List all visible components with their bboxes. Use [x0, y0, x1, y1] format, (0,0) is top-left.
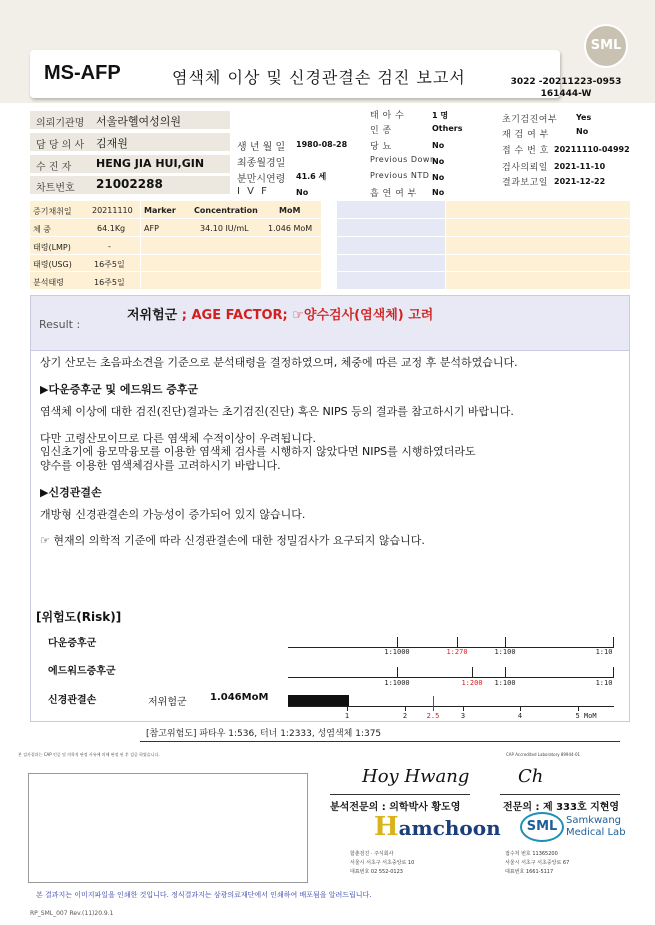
institution-label: 의뢰기관명 [36, 118, 85, 129]
ntd-tick [578, 706, 579, 711]
prev-down-value: No [432, 157, 445, 166]
paragraph-age-3: 양수를 이용한 염색체검사를 고려하시기 바랍니다. [40, 459, 281, 472]
ntd-tick-label: 1 [344, 712, 350, 720]
first-value: Yes [576, 113, 592, 122]
doctor-label: 담 당 의 사 [36, 140, 85, 151]
first-label: 초기검진여부 [502, 115, 558, 125]
samkwang-name-line: Samkwang [566, 815, 621, 826]
ntd-tick [405, 706, 406, 711]
paragraph-ntd-1: 개방형 신경관결손의 가능성이 증가되어 있지 않습니다. [40, 508, 306, 521]
paragraph-analysis: 상기 산모는 초음파소견을 기준으로 분석태령을 결정하였으며, 체중에 따른 교정 후 분석하였습니다. [40, 356, 518, 369]
age-label: 분만시연령 [237, 174, 286, 185]
diabetes-value: No [432, 141, 445, 150]
examinee-label: 수 진 자 [36, 162, 72, 173]
prev-ntd-label: Previous NTD [370, 171, 430, 180]
sml-logo: SML [584, 24, 628, 68]
paragraph-ntd-2: ☞ 현재의 의학적 기준에 따라 신경관결손에 대한 정밀검사가 요구되지 않습니다. [40, 534, 425, 547]
grid-row-value: 16주5일 [94, 260, 125, 269]
report-value: 2021-12-22 [554, 177, 606, 186]
edwards-tick-label: 1:1000 [384, 679, 410, 687]
down-tick [613, 637, 614, 647]
hamchoon-address-line: 함춘검진 · 주식회사 [350, 851, 394, 857]
ntd-tick-label: 2.5 [426, 712, 440, 720]
ntd-tick-label: 5 MoM [575, 712, 597, 720]
report-label: 결과보고일 [502, 178, 548, 188]
ntd-risk-value: 1.046MoM [210, 692, 269, 703]
grid-blue-block [337, 201, 445, 289]
grid-divider-3 [30, 254, 630, 255]
grid-row-label: 태령(LMP) [33, 243, 71, 252]
ntd-tick-label: 2 [402, 712, 408, 720]
marker-header: Marker [144, 206, 176, 215]
print-notice: 본 결과지는 이미지파일을 인쇄한 것입니다. 정식결과지는 삼광의료재단에서 인쇄하여 배포됨을 알려드립니다. [36, 891, 372, 899]
diabetes-label: 당 뇨 [370, 142, 392, 152]
concentration-header: Concentration [194, 206, 258, 215]
retest-label: 재 검 여 부 [502, 130, 549, 140]
reference-risk: [참고위험도] 파타우 1:536, 터너 1:2333, 성염색체 1:375 [146, 729, 382, 739]
result-class: 저위험군 [127, 308, 178, 323]
samkwang-address-line: 접수처 번호 11365200 [505, 851, 558, 857]
result-suffix: 고려 [403, 308, 434, 323]
down-tick [457, 637, 458, 647]
grid-row-label: 증기채취일 [33, 207, 72, 216]
grid-row-value: 16주5일 [94, 278, 125, 287]
smoke-value: No [432, 188, 445, 197]
down-tick [397, 637, 398, 647]
request-label: 검사의뢰일 [502, 163, 548, 173]
race-label: 인 종 [370, 126, 392, 136]
samkwang-name-line: Medical Lab [566, 827, 626, 838]
down-tick-label: 1:10 [595, 648, 613, 656]
signature-line-right [500, 794, 620, 795]
ntd-risk-bar [288, 695, 349, 706]
down-tick-label: 1:270 [446, 648, 468, 656]
samkwang-address-line: 대표번호 1661-5117 [505, 869, 554, 875]
risk-bottom-rule [30, 721, 630, 722]
concentration-value: 34.10 IU/mL [200, 224, 249, 233]
edwards-tick [613, 667, 614, 677]
edwards-tick [505, 667, 506, 677]
grid-divider-1 [30, 218, 630, 219]
mom-value: 1.046 MoM [268, 224, 313, 233]
down-tick [505, 637, 506, 647]
samkwang-address [505, 850, 569, 877]
reference-underline [140, 741, 620, 742]
signature-line-left [330, 794, 470, 795]
grid-row-value: - [108, 242, 111, 251]
docno-line-1: 3022 -20211223-0953 [510, 77, 622, 87]
edwards-tick-label: 1:10 [595, 679, 613, 687]
paragraph-chromosome: 염색체 이상에 대한 검진(진단)결과는 초기검진(진단) 혹은 NIPS 등의 결과를 참고하시기 바랍니다. [40, 405, 514, 418]
institution-value: 서울라헬여성의원 [96, 115, 182, 128]
ntd-tick-label: 4 [517, 712, 523, 720]
samkwang-logo: SML [520, 812, 564, 842]
hamchoon-address [350, 850, 414, 877]
mom-header: MoM [279, 206, 301, 215]
lmp-label: 최종월경일 [237, 158, 286, 169]
prev-ntd-value: No [432, 173, 445, 182]
result-text [127, 304, 433, 323]
risk-title: [위험도(Risk)] [36, 610, 122, 624]
title-bar [30, 50, 560, 98]
signature-right: Ch [518, 766, 544, 787]
doctor-value: 김재원 [96, 137, 128, 150]
down-risk-label: 다운증후군 [48, 638, 97, 649]
birth-label: 생 년 월 일 [237, 142, 286, 153]
result-recommendation: ; AGE FACTOR; ☞양수검사(염색체) [177, 308, 404, 323]
examinee-value: HENG JIA HUI,GIN [96, 157, 205, 170]
docno-line-2: 161444-W [540, 89, 592, 99]
ntd-tick [347, 706, 348, 711]
grid-row-label: 체 중 [33, 225, 51, 234]
edwards-risk-axis [288, 677, 614, 678]
edwards-risk-label: 에드워드증후군 [48, 666, 116, 677]
ivf-label: I V F [237, 186, 269, 197]
ntd-tick [463, 706, 464, 711]
accession-label: 접 수 번 호 [502, 146, 549, 156]
smoke-label: 흡 연 여 부 [370, 189, 417, 199]
hamchoon-logo [374, 812, 501, 842]
memo-box [28, 773, 308, 883]
hamchoon-address-line: 서울시 서초구 서초중앙로 10 [350, 860, 415, 866]
samkwang-name [566, 815, 626, 839]
ntd-risk-axis [288, 706, 614, 707]
ivf-value: No [296, 188, 309, 197]
paragraph-age-1: 다만 고령산모이므로 다른 염색체 수적이상이 우려됩니다. [40, 432, 317, 445]
heading-down-edwards: ▶다운증후군 및 에드워드 증후군 [40, 383, 199, 396]
edwards-tick-label: 1:100 [494, 679, 516, 687]
retest-value: No [576, 127, 589, 136]
down-tick-label: 1:100 [494, 648, 516, 656]
specialist-signer: 전문의 : 제 333호 지현영 [503, 802, 620, 813]
hamchoon-initial: H [374, 812, 399, 842]
chart-label: 차트번호 [36, 183, 75, 194]
fetus-label: 태 아 수 [370, 111, 405, 121]
edwards-tick [397, 667, 398, 677]
ntd-risk-class: 저위험군 [148, 697, 187, 708]
accession-value: 20211110-04992 [554, 145, 630, 154]
ntd-risk-label: 신경관결손 [48, 695, 97, 706]
result-label: Result : [39, 318, 81, 331]
grid-row-label: 분석태령 [33, 278, 64, 287]
cap-footnote: 본 검사결과는 CAP 인증 및 의학적 판정 사유에 의해 판정 된 후 검증 하였습니다. [18, 752, 160, 757]
marker-value: AFP [144, 224, 159, 233]
report-title: 염색체 이상 및 신경관결손 검진 보고서 [172, 68, 466, 87]
paragraph-age-2: 임신초기에 융모막융모를 이용한 염색체 검사를 시행하지 않았다면 NIPS를 시행하였더라도 [40, 445, 476, 458]
document-number [506, 76, 626, 100]
signature-left: Hoy Hwang [362, 766, 470, 787]
grid-right-block [446, 201, 630, 289]
grid-row-value: 64.1Kg [97, 224, 126, 233]
grid-divider-2 [30, 236, 630, 237]
form-revision: RP_SML_007 Rev.(11)20.9.1 [30, 910, 114, 917]
report-code: MS-AFP [44, 62, 121, 84]
birth-value: 1980-08-28 [296, 140, 348, 149]
grid-divider-4 [30, 271, 630, 272]
prev-down-label: Previous Down [370, 155, 436, 164]
down-tick-label: 1:1000 [384, 648, 410, 656]
hamchoon-address-line: 대표번호 02 552-0123 [350, 869, 403, 875]
ntd-cutoff-tick [433, 696, 434, 711]
hamchoon-name: amchoon [398, 816, 501, 840]
request-value: 2021-11-10 [554, 162, 606, 171]
analyst-signer: 분석전문의 : 의학박사 황도영 [330, 802, 461, 813]
race-value: Others [432, 124, 463, 133]
cap-accreditation: CAP Accredited Laboratory 89944-01 [506, 752, 581, 757]
grid-row-value: 20211110 [92, 206, 133, 215]
result-box [30, 295, 630, 351]
chart-value: 21002288 [96, 177, 163, 191]
heading-ntd: ▶신경관결손 [40, 486, 102, 499]
edwards-tick-label: 1:200 [461, 679, 483, 687]
samkwang-address-line: 서울시 서초구 서초중앙로 67 [505, 860, 570, 866]
edwards-tick [472, 667, 473, 677]
age-value: 41.6 세 [296, 172, 327, 181]
grid-row-label: 태령(USG) [33, 260, 72, 269]
ntd-tick [520, 706, 521, 711]
ntd-tick-label: 3 [460, 712, 466, 720]
fetus-value: 1 명 [432, 111, 449, 120]
